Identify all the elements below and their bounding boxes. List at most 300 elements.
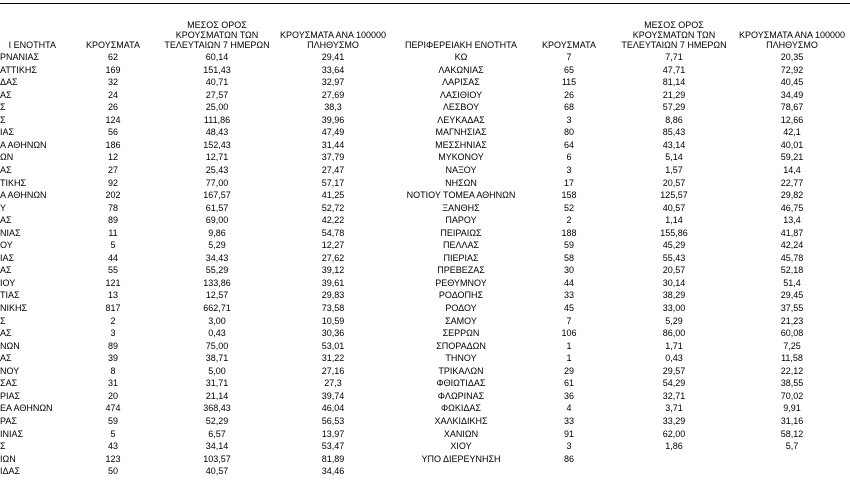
region-cell: ΙΝΙΑΣ	[0, 428, 24, 439]
table-row-right	[0, 139, 850, 152]
region-cell: ΧΙΟΥ	[450, 441, 472, 452]
table-row-right	[0, 340, 850, 353]
avg7-cell: 61,57	[205, 202, 229, 213]
per100k-cell: 33,64	[321, 64, 345, 75]
table-row-right	[0, 202, 850, 215]
avg7-cell: 27,57	[205, 89, 229, 100]
per100k-cell: 37,79	[321, 152, 345, 163]
per100k-cell: 31,22	[321, 353, 345, 364]
cases-cell: 5	[110, 240, 116, 251]
region-cell: ΙΑΣ	[0, 127, 15, 138]
table-row-right	[0, 227, 850, 240]
avg7-cell: 9,86	[208, 227, 226, 238]
avg7-cell: 34,43	[205, 252, 229, 263]
cases-cell: 86	[563, 453, 574, 464]
region-cell: ΛΑΡΙΣΑΣ	[442, 77, 480, 88]
per100k-cell: 42,24	[780, 240, 804, 251]
avg7-cell: 29,57	[662, 365, 686, 376]
per100k-cell: 34,46	[321, 466, 345, 477]
per100k-cell: 73,58	[321, 303, 345, 313]
avg7-cell: 40,57	[205, 466, 229, 477]
avg7-cell: 5,00	[208, 365, 226, 376]
table-row-right	[0, 252, 850, 265]
table-row-right	[0, 177, 850, 190]
cases-cell: 59	[107, 415, 118, 426]
region-cell: ΤΙΑΣ	[0, 290, 20, 301]
cases-cell: 188	[561, 227, 577, 238]
table-row-right	[0, 415, 850, 428]
avg7-cell: 57,29	[662, 102, 686, 113]
region-cell: ΛΑΚΩΝΙΑΣ	[438, 64, 484, 75]
cases-cell: 29	[563, 365, 574, 376]
avg7-cell: 60,14	[205, 52, 229, 62]
cases-cell: 43	[107, 441, 118, 452]
region-cell: ΚΩ	[454, 52, 468, 62]
cases-cell: 817	[105, 303, 121, 313]
avg7-cell: 133,86	[203, 277, 231, 288]
avg7-cell: 21,29	[662, 89, 686, 100]
cases-cell: 1	[566, 340, 572, 351]
per100k-cell: 78,67	[780, 102, 804, 113]
avg7-cell: 38,71	[205, 353, 229, 364]
table-row-right	[0, 428, 850, 441]
avg7-cell: 77,00	[205, 177, 229, 188]
region-cell: ΙΩΝ	[0, 453, 16, 464]
cases-cell: 62	[107, 52, 118, 62]
avg7-cell: 5,29	[208, 240, 226, 251]
avg7-cell: 86,00	[662, 328, 686, 339]
cases-cell: 39	[107, 353, 118, 364]
table-row-right	[0, 289, 850, 302]
cases-cell: 31	[107, 378, 118, 389]
table-row-right	[0, 365, 850, 378]
region-cell: ΠΡΕΒΕΖΑΣ	[437, 265, 485, 276]
avg7-cell: 62,00	[662, 428, 686, 439]
cases-cell: 30	[563, 265, 574, 276]
per100k-cell: 9,91	[783, 403, 801, 414]
table-row-right	[0, 89, 850, 102]
per100k-cell: 39,61	[321, 277, 345, 288]
avg7-cell: 54,29	[662, 378, 686, 389]
cases-cell: 80	[563, 127, 574, 138]
avg7-cell: 20,57	[662, 177, 686, 188]
region-cell: ΝΗΣΩΝ	[445, 177, 477, 188]
cases-cell: 202	[105, 190, 121, 201]
avg7-cell: 38,29	[662, 290, 686, 301]
region-cell: ΛΕΣΒΟΥ	[442, 102, 480, 113]
cases-cell: 186	[105, 139, 121, 150]
cases-cell: 124	[105, 114, 121, 125]
avg7-cell: 25,00	[205, 102, 229, 113]
per100k-cell: 42,22	[321, 215, 345, 226]
header-cases-left: ΚΡΟΥΣΜΑΤΑ	[86, 40, 140, 50]
region-cell: ΧΑΛΚΙΔΙΚΗΣ	[434, 415, 488, 426]
per100k-cell: 54,78	[321, 227, 345, 238]
region-cell: ΜΥΚΟΝΟΥ	[438, 152, 484, 163]
avg7-cell: 43,14	[662, 139, 686, 150]
region-cell: ΣΑΣ	[0, 378, 18, 389]
region-cell: Α ΑΘΗΝΩΝ	[0, 190, 47, 201]
table-row-right	[0, 402, 850, 415]
cases-cell: 36	[563, 390, 574, 401]
avg7-cell: 12,71	[205, 152, 229, 163]
region-cell: ΠΕΛΛΑΣ	[442, 240, 480, 251]
header-avg7-left: ΜΕΣΟΣ ΟΡΟΣ ΚΡΟΥΣΜΑΤΩΝ ΤΩΝ ΤΕΛΕΥΤΑΙΩΝ 7 ΗΜΕΡΩΝ	[164, 20, 270, 50]
cases-cell: 474	[105, 403, 121, 414]
per100k-cell: 40,45	[780, 77, 804, 88]
cases-cell: 12	[107, 152, 118, 163]
avg7-cell: 21,14	[205, 390, 229, 401]
table-row-right	[0, 76, 850, 89]
per100k-cell: 46,04	[321, 403, 345, 414]
per100k-cell: 12,27	[321, 240, 345, 251]
region-cell: ΩΝ	[0, 152, 14, 163]
cases-cell: 3	[110, 328, 116, 339]
cases-cell: 68	[563, 102, 574, 113]
region-cell: ΝΑΞΟΥ	[445, 164, 477, 175]
table-row-right	[0, 315, 850, 328]
per100k-cell: 58,12	[780, 428, 804, 439]
region-cell: ΟΥ	[0, 240, 13, 251]
per100k-cell: 22,12	[780, 365, 804, 376]
per100k-cell: 46,75	[780, 202, 804, 213]
per100k-cell: 40,01	[780, 139, 804, 150]
avg7-cell: 167,57	[203, 190, 231, 201]
table-top-border	[0, 3, 850, 4]
table-row-right	[0, 114, 850, 127]
table-row-right	[0, 101, 850, 114]
per100k-cell: 70,02	[780, 390, 804, 401]
per100k-cell: 27,47	[321, 164, 345, 175]
region-cell: ΧΑΝΙΩΝ	[443, 428, 479, 439]
cases-cell: 55	[107, 265, 118, 276]
per100k-cell: 52,18	[780, 265, 804, 276]
avg7-cell: 111,86	[203, 114, 231, 125]
avg7-cell: 40,57	[662, 202, 686, 213]
region-cell: Υ	[0, 202, 7, 213]
region-cell: ΡΙΑΣ	[0, 390, 21, 401]
cases-cell: 1	[566, 353, 572, 364]
avg7-cell: 5,29	[665, 315, 683, 326]
cases-cell: 27	[107, 164, 118, 175]
per100k-cell: 53,01	[321, 340, 345, 351]
avg7-cell: 7,71	[665, 52, 683, 62]
cases-cell: 33	[563, 415, 574, 426]
avg7-cell: 48,43	[205, 127, 229, 138]
cases-cell: 45	[563, 303, 574, 313]
header-region-left: Ι ΕΝΟΤΗΤΑ	[8, 40, 56, 50]
per100k-cell: 11,58	[781, 353, 803, 364]
cases-cell: 13	[107, 290, 118, 301]
avg7-cell: 662,71	[203, 303, 231, 313]
cases-cell: 89	[107, 215, 118, 226]
region-cell: ΛΕΥΚΑΔΑΣ	[437, 114, 485, 125]
cases-cell: 78	[107, 202, 118, 213]
region-cell: ΜΕΣΣΗΝΙΑΣ	[435, 139, 487, 150]
per100k-cell: 13,4	[783, 215, 801, 226]
header-region-right: ΠΕΡΙΦΕΡΕΙΑΚΗ ΕΝΟΤΗΤΑ	[404, 40, 518, 50]
table-row-right	[0, 151, 850, 164]
table-row-right	[0, 377, 850, 390]
region-cell: ΡΑΣ	[0, 415, 17, 426]
region-cell: ΙΟΥ	[0, 277, 16, 288]
avg7-cell: 55,43	[662, 252, 686, 263]
cases-cell: 58	[563, 252, 574, 263]
avg7-cell: 45,29	[662, 240, 686, 251]
region-cell: Σ	[0, 114, 6, 125]
per100k-cell: 29,41	[321, 52, 345, 62]
per100k-cell: 27,62	[321, 252, 345, 263]
table-row-right	[0, 164, 850, 177]
region-cell: Σ	[0, 315, 6, 326]
region-cell: ΙΔΑΣ	[0, 466, 21, 477]
region-cell: ΣΠΟΡΑΔΩΝ	[436, 340, 486, 351]
avg7-cell: 5,14	[665, 152, 683, 163]
per100k-cell: 20,35	[780, 52, 804, 62]
per100k-cell: 34,49	[780, 89, 804, 100]
cases-cell: 8	[110, 365, 116, 376]
region-cell: ΛΑΣΙΘΙΟΥ	[439, 89, 483, 100]
avg7-cell: 1,86	[665, 441, 683, 452]
per100k-cell: 37,55	[780, 303, 804, 313]
cases-cell: 3	[566, 441, 572, 452]
cases-cell: 59	[563, 240, 574, 251]
region-cell: ΑΣ	[0, 265, 12, 276]
per100k-cell: 38,55	[780, 378, 804, 389]
avg7-cell: 33,29	[662, 415, 686, 426]
region-cell: ΦΛΩΡΙΝΑΣ	[437, 390, 485, 401]
region-cell: ΡΟΔΟΠΗΣ	[438, 290, 484, 301]
avg7-cell: 3,00	[208, 315, 226, 326]
table-row-right	[0, 277, 850, 290]
per100k-cell: 38,3	[324, 102, 342, 113]
cases-cell: 7	[566, 52, 572, 62]
avg7-cell: 47,71	[662, 64, 686, 75]
region-cell: ΑΣ	[0, 89, 12, 100]
table-row-right	[0, 64, 850, 77]
per100k-cell: 72,92	[780, 64, 804, 75]
table-row-right	[0, 453, 850, 466]
avg7-cell: 32,71	[662, 390, 686, 401]
cases-cell: 169	[105, 64, 121, 75]
region-cell: ΑΣ	[0, 353, 12, 364]
cases-cell: 2	[110, 315, 116, 326]
avg7-cell: 368,43	[203, 403, 231, 414]
per100k-cell: 42,1	[783, 127, 801, 138]
per100k-cell: 41,87	[780, 227, 804, 238]
region-cell: ΣΑΜΟΥ	[445, 315, 477, 326]
region-cell: ΤΗΝΟΥ	[445, 353, 477, 364]
region-cell: ΦΩΚΙΔΑΣ	[441, 403, 481, 414]
header-cases-right: ΚΡΟΥΣΜΑΤΑ	[542, 40, 596, 50]
per100k-cell: 41,25	[321, 190, 345, 201]
cases-cell: 44	[563, 277, 574, 288]
avg7-cell: 6,57	[208, 428, 226, 439]
region-cell: Α ΑΘΗΝΩΝ	[0, 139, 47, 150]
cases-cell: 61	[563, 378, 574, 389]
avg7-cell: 81,14	[662, 77, 686, 88]
per100k-cell: 45,78	[780, 252, 804, 263]
cases-cell: 11	[108, 227, 118, 238]
cases-cell: 106	[561, 328, 577, 339]
cases-cell: 56	[107, 127, 118, 138]
header-per100k-left: ΚΡΟΥΣΜΑΤΑ ΑΝΑ 100000 ΠΛΗΘΥΣΜΟ	[280, 30, 386, 50]
cases-cell: 4	[566, 403, 572, 414]
region-cell: ΝΟΥ	[0, 365, 20, 376]
per100k-cell: 30,36	[321, 328, 345, 339]
per100k-cell: 13,97	[321, 428, 345, 439]
cases-cell: 50	[107, 466, 118, 477]
avg7-cell: 3,71	[665, 403, 683, 414]
cases-cell: 3	[566, 114, 572, 125]
avg7-cell: 75,00	[205, 340, 229, 351]
cases-cell: 65	[563, 64, 574, 75]
region-cell: ΝΟΤΙΟΥ ΤΟΜΕΑ ΑΘΗΝΩΝ	[406, 190, 516, 201]
avg7-cell: 85,43	[662, 127, 686, 138]
table-row-right	[0, 214, 850, 227]
table-row-right	[0, 189, 850, 202]
avg7-cell: 0,43	[208, 328, 226, 339]
cases-cell: 92	[107, 177, 118, 188]
per100k-cell: 32,97	[321, 77, 345, 88]
avg7-cell: 34,14	[205, 441, 229, 452]
region-cell: ΡΝΑΝΙΑΣ	[0, 52, 40, 62]
region-cell: ΙΑΣ	[0, 252, 15, 263]
cases-cell: 24	[107, 89, 118, 100]
region-cell: ΝΙΚΗΣ	[0, 303, 28, 313]
region-cell: Σ	[0, 441, 6, 452]
header-avg7-right: ΜΕΣΟΣ ΟΡΟΣ ΚΡΟΥΣΜΑΤΩΝ ΤΩΝ ΤΕΛΕΥΤΑΙΩΝ 7 ΗΜΕΡΩΝ	[621, 20, 727, 50]
region-cell: ΡΕΘΥΜΝΟΥ	[435, 277, 487, 288]
per100k-cell: 27,69	[321, 89, 345, 100]
per100k-cell: 39,12	[321, 265, 345, 276]
per100k-cell: 39,96	[321, 114, 345, 125]
region-cell: ΡΟΔΟΥ	[445, 303, 477, 313]
cases-cell: 158	[561, 190, 577, 201]
avg7-cell: 1,57	[665, 164, 683, 175]
cases-cell: 7	[566, 315, 572, 326]
avg7-cell: 1,14	[665, 215, 683, 226]
per100k-cell: 60,08	[780, 328, 804, 339]
avg7-cell: 20,57	[662, 265, 686, 276]
table-row-right	[0, 51, 850, 64]
per100k-cell: 12,66	[780, 114, 804, 125]
per100k-cell: 21,23	[780, 315, 804, 326]
region-cell: ΑΤΤΙΚΗΣ	[0, 64, 37, 75]
per100k-cell: 53,47	[321, 441, 345, 452]
cases-cell: 26	[563, 89, 574, 100]
cases-cell: 64	[563, 139, 574, 150]
per100k-cell: 29,82	[780, 190, 804, 201]
avg7-cell: 52,29	[205, 415, 229, 426]
table-row-right	[0, 126, 850, 139]
per100k-cell: 27,3	[324, 378, 342, 389]
header-per100k-right: ΚΡΟΥΣΜΑΤΑ ΑΝΑ 100000 ΠΛΗΘΥΣΜΟ	[739, 30, 845, 50]
per100k-cell: 52,72	[321, 202, 345, 213]
region-cell: ΝΩΝ	[0, 340, 20, 351]
region-cell: ΥΠΟ ΔΙΕΡΕΥΝΗΣΗ	[421, 453, 501, 464]
per100k-cell: 10,59	[321, 315, 345, 326]
avg7-cell: 125,57	[660, 190, 688, 201]
region-cell: ΜΑΓΝΗΣΙΑΣ	[435, 127, 487, 138]
region-cell: ΞΑΝΘΗΣ	[442, 202, 480, 213]
region-cell: Σ	[0, 102, 6, 113]
cases-cell: 17	[563, 177, 574, 188]
region-cell: ΤΙΚΗΣ	[0, 177, 27, 188]
per100k-cell: 29,45	[780, 290, 804, 301]
avg7-cell: 0,43	[665, 353, 683, 364]
per100k-cell: 7,25	[783, 340, 801, 351]
avg7-cell: 155,86	[660, 227, 688, 238]
per100k-cell: 51,4	[783, 277, 801, 288]
region-cell: ΝΙΑΣ	[0, 227, 21, 238]
per100k-cell: 31,16	[780, 415, 804, 426]
per100k-cell: 81,89	[321, 453, 345, 464]
cases-cell: 44	[107, 252, 118, 263]
per100k-cell: 31,44	[321, 139, 345, 150]
table-row-right	[0, 239, 850, 252]
region-cell: ΠΙΕΡΙΑΣ	[443, 252, 479, 263]
region-cell: ΕΑ ΑΘΗΝΩΝ	[0, 403, 53, 414]
per100k-cell: 59,21	[780, 152, 804, 163]
avg7-cell: 152,43	[203, 139, 231, 150]
cases-cell: 123	[105, 453, 121, 464]
avg7-cell: 103,57	[203, 453, 231, 464]
region-cell: ΑΣ	[0, 164, 12, 175]
avg7-cell: 25,43	[205, 164, 229, 175]
cases-cell: 91	[563, 428, 574, 439]
avg7-cell: 30,14	[662, 277, 686, 288]
region-cell: ΦΘΙΩΤΙΔΑΣ	[436, 378, 486, 389]
region-cell: ΤΡΙΚΑΛΩΝ	[438, 365, 484, 376]
cases-cell: 26	[107, 102, 118, 113]
cases-cell: 121	[105, 277, 121, 288]
per100k-cell: 14,4	[783, 164, 801, 175]
avg7-cell: 12,57	[205, 290, 229, 301]
table-row-right	[0, 327, 850, 340]
cases-cell: 20	[107, 390, 118, 401]
avg7-cell: 55,29	[205, 265, 229, 276]
cases-cell: 5	[110, 428, 116, 439]
table-row-right	[0, 302, 850, 315]
region-cell: ΣΕΡΡΩΝ	[442, 328, 480, 339]
cases-cell: 52	[563, 202, 574, 213]
avg7-cell: 40,71	[205, 77, 229, 88]
table-row-right	[0, 264, 850, 277]
per100k-cell: 56,53	[321, 415, 345, 426]
cases-cell: 3	[566, 164, 572, 175]
per100k-cell: 27,16	[321, 365, 345, 376]
region-cell: ΔΑΣ	[0, 77, 18, 88]
region-cell: ΑΣ	[0, 215, 12, 226]
per100k-cell: 29,83	[321, 290, 345, 301]
per100k-cell: 57,17	[321, 177, 345, 188]
cases-cell: 32	[107, 77, 118, 88]
per100k-cell: 5,7	[785, 441, 799, 452]
region-cell: ΠΑΡΟΥ	[445, 215, 477, 226]
region-cell: ΠΕΙΡΑΙΩΣ	[440, 227, 482, 238]
avg7-cell: 1,71	[665, 340, 683, 351]
cases-cell: 2	[566, 215, 572, 226]
avg7-cell: 33,00	[662, 303, 686, 313]
avg7-cell: 8,86	[665, 114, 683, 125]
table-row-right	[0, 352, 850, 365]
per100k-cell: 47,49	[321, 127, 345, 138]
cases-cell: 33	[563, 290, 574, 301]
cases-cell: 89	[107, 340, 118, 351]
table-row-left	[0, 465, 850, 478]
region-cell: ΑΣ	[0, 328, 12, 339]
